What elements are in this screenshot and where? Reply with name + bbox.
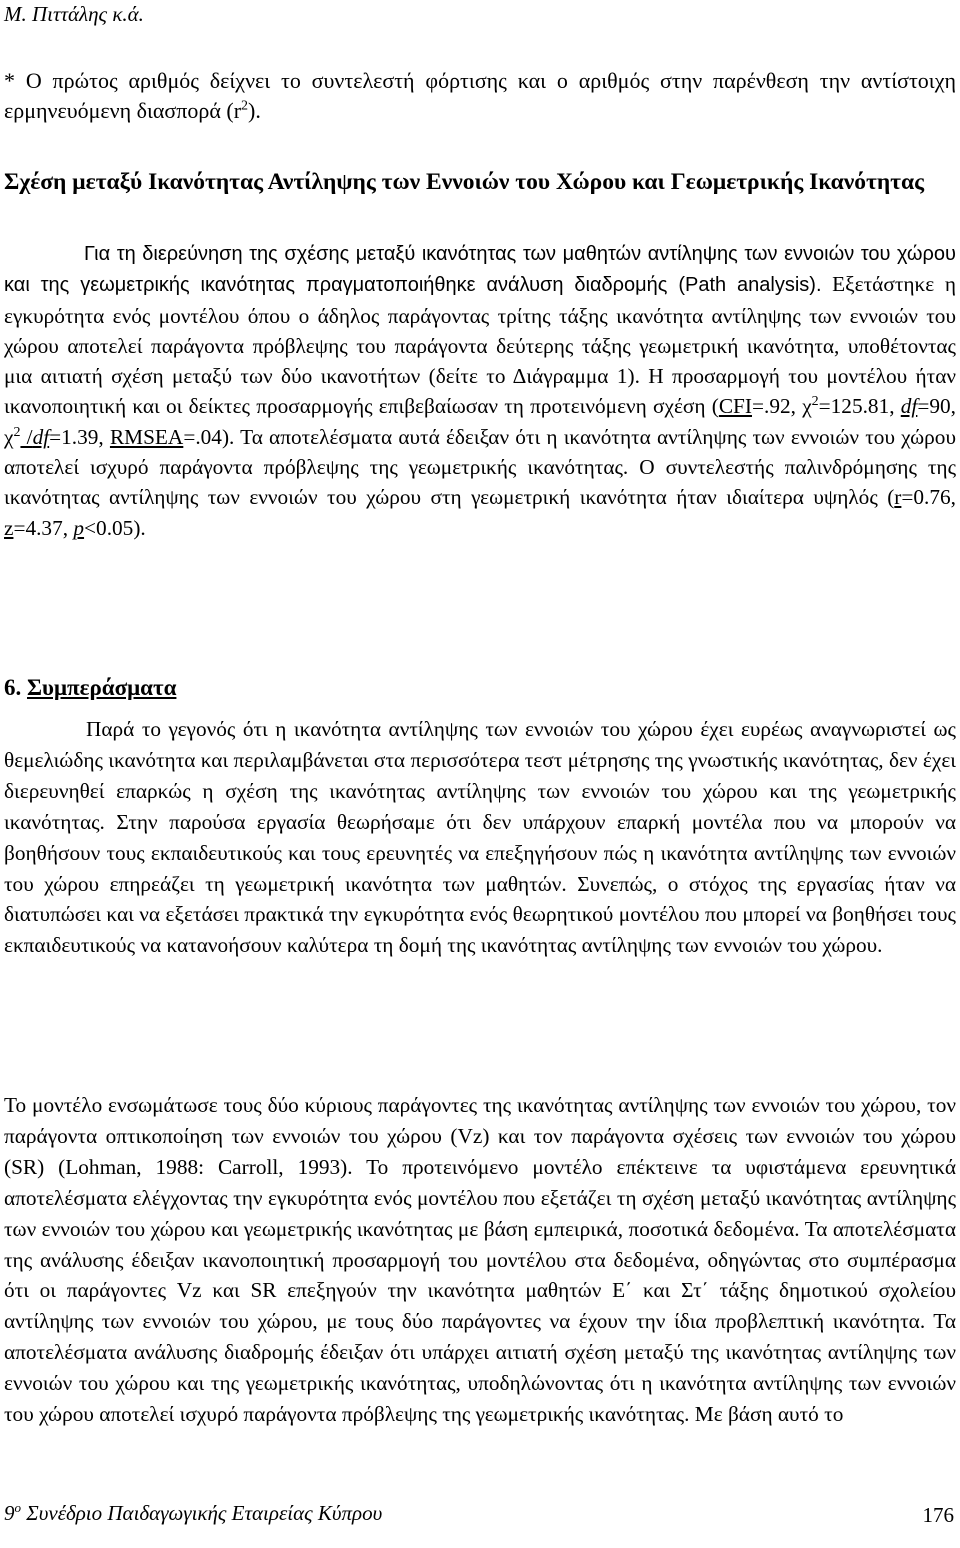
conclusions-paragraph-1 xyxy=(4,714,956,961)
stat-r: r xyxy=(894,485,902,510)
running-header: Μ. Πιττάλης κ.ά. xyxy=(4,2,144,26)
stat-r-value: =0.76, xyxy=(901,485,956,510)
page-number: 176 xyxy=(922,1503,954,1527)
footer-conference xyxy=(4,1500,382,1526)
stat-chi2: χ xyxy=(4,424,14,449)
stat-df-value: =90, xyxy=(917,394,956,419)
footer-text: Συνέδριο Παιδαγωγικής Εταιρείας Κύπρου xyxy=(21,1501,383,1525)
stat-rmsea-value: =.04). xyxy=(183,424,235,449)
stat-df2-value: =1.39, xyxy=(49,424,110,449)
stat-cfi: CFI xyxy=(718,394,752,419)
footnote-end: ). xyxy=(248,98,261,123)
para2-text: Παρά το γεγονός ότι η ικανότητα αντίληψης των εννοιών του χώρου έχει ευρέως αναγνωριστεί ως θεμελιώδης ικανότητα και περιλαμβάνεται στα περισσότερα τεστ μέτρησης της γνωστικής ικανότητας, δεν έχει διερευνηθεί επαρκώς η σχέση της ικανότητας αντίληψης των εννοιών του χώρου και της γεωμετρικής ικανότητας. Στην παρούσα εργασία θεωρήσαμε ότι δεν υπάρχουν επαρκή μοντέλα που να μπορούν να βοηθήσουν τους εκπαιδευτικούς και τους ερευνητές να επεξηγήσουν πώς η ικανότητα αντίληψης των εννοιών του χώρου επηρεάζει τη γεωμετρική ικανότητα των μαθητών. Συνεπώς, ο στόχος της εργασίας ήταν να διατυπώσει και να εξετάσει πρακτικά την εγκυρότητα ενός θεωρητικού μοντέλου που μπορεί να βοηθήσει τους εκπαιδευτικούς να κατανοήσουν καλύτερα τη δομή της ικανότητας αντίληψης των εννοιών του χώρου. xyxy=(4,717,956,958)
stat-chi2-sup: 2 xyxy=(13,424,21,440)
conclusions-heading xyxy=(4,672,176,704)
section-title: Σχέση μεταξύ Ικανότητας Αντίληψης των Εννοιών του Χώρου και Γεωμετρικής Ικανότητας xyxy=(4,169,925,195)
footnote-text: * Ο πρώτος αριθμός δείχνει το συντελεστή φόρτισης και ο αριθμός στην παρένθεση την αντίστοιχη ερμηνευόμενη διασπορά (r xyxy=(4,68,956,123)
stat-chi: χ xyxy=(802,394,812,419)
stat-df2: df xyxy=(32,424,50,449)
stat-z: z xyxy=(4,515,14,540)
stat-cfi-value: =.92, xyxy=(752,394,803,419)
heading-number: 6. xyxy=(4,675,27,700)
stat-p-value: <0.05). xyxy=(84,515,146,540)
stat-chi-value: =125.81, xyxy=(818,394,901,419)
para1-model: Εξετάστηκε η εγκυρότητα ενός μοντέλου όπου ο άδηλος παράγοντας τρίτης τάξης ικανότητα αντίληψης των εννοιών του χώρου αποτελεί παράγοντα πρόβλεψης του παράγοντα δεύτερης τάξης γεωμετρική ικανότητα, υποθέτοντας μια αιτιατή σχέση μεταξύ των δύο ικανοτήτων (δείτε το Διάγραμμα 1). Η προσαρμογή του μοντέλου ήταν ικανοποιητική και οι δείκτες προσαρμογής επιβεβαίωσαν τη προτεινόμενη σχέση ( xyxy=(4,272,956,419)
stat-z-value: =4.37, xyxy=(13,515,74,540)
stat-p: p xyxy=(73,515,85,540)
para1-intro: Για τη διερεύνηση της σχέσης μεταξύ ικανότητας των μαθητών αντίληψης των εννοιών του χώρου και της γεωμετρικής ικανότητας πραγματοποιήθηκε ανάλυση διαδρομής (Path analysis). xyxy=(4,243,956,297)
footer-sup: ο xyxy=(14,1500,21,1515)
para1-results: Τα αποτελέσματα αυτά έδειξαν ότι η ικανότητα αντίληψης των εννοιών του χώρου αποτελεί ισχυρό παράγοντα πρόβλεψης της γεωμετρικής ικανότητας. Ο συντελεστής παλινδρόμησης της ικανότητας αντίληψης των εννοιών του χώρου στη γεωμετρική ικανότητα ήταν ιδιαίτερα υψηλός ( xyxy=(4,424,956,510)
footer-num: 9 xyxy=(4,1501,15,1525)
footnote-sup: 2 xyxy=(241,98,249,114)
stat-rmsea: RMSEA xyxy=(109,424,184,449)
conclusions-paragraph-2: Το μοντέλο ενσωμάτωσε τους δύο κύριους παράγοντες της ικανότητας αντίληψης των εννοιών του χώρου, τον παράγοντα οπτικοποίηση των εννοιών του χώρου (Vz) και τον παράγοντα σχέσεις των εννοιών του χώρου (SR) (Lohman, 1988: Carroll, 1993). Το προτεινόμενο μοντέλο επέκτεινε τα υφιστάμενα ερευνητικά αποτελέσματα ελέγχοντας την εγκυρότητα ενός μοντέλου που εξετάζει τη σχέση μεταξύ ικανότητας αντίληψης των εννοιών του χώρου και γεωμετρικής ικανότητας με βάση εμπειρικά, ποσοτικά δεδομένα. Τα αποτελέσματα της ανάλυσης έδειξαν ικανοποιητική προσαρμογή του μοντέλου στα δεδομένα, οδηγώντας στο συμπέρασμα ότι οι παράγοντες Vz και SR επεξηγούν την ικανότητα μαθητών Ε΄ και Στ΄ τάξης δημοτικού σχολείου αντίληψης των εννοιών του χώρου, με τους δύο παράγοντες να έχουν την ίδια προβλεπτική ικανότητα. Τα αποτελέσματα ανάλυσης διαδρομής έδειξαν ότι υπάρχει αιτιατή σχέση μεταξύ της ικανότητας αντίληψης των εννοιών του χώρου και της γεωμετρικής ικανότητας, υποδηλώνοντας ότι η ικανότητα αντίληψης των εννοιών του χώρου αποτελεί ισχυρό παράγοντα πρόβλεψης της γεωμετρικής ικανότητας. Με βάση αυτό το xyxy=(4,1093,956,1427)
paragraph-path-analysis xyxy=(4,238,956,543)
stat-slash: / xyxy=(20,424,33,449)
stat-df: df xyxy=(900,394,918,419)
heading-title: Συμπεράσματα xyxy=(27,675,177,700)
table-footnote xyxy=(4,66,956,126)
stat-chi-sup: 2 xyxy=(811,394,819,410)
